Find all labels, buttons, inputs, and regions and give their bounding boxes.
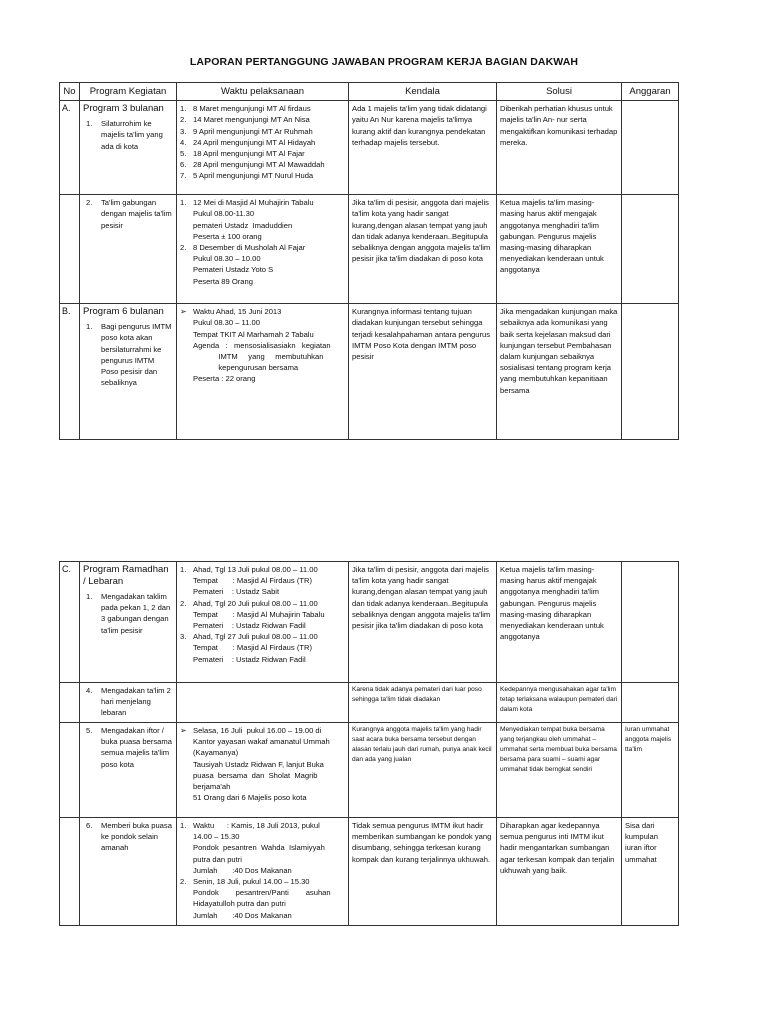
waktu-cell (177, 304, 349, 440)
row-number: B. (60, 304, 80, 440)
schedule-line: Pemateri : Ustadz Ridwan Fadil (193, 654, 306, 664)
item-number: 1. (180, 565, 187, 574)
schedule-line: Jumlah :40 Dos Makanan (193, 910, 292, 920)
anggaran-cell (622, 562, 679, 683)
schedule-line: Hidayatulloh putra dan putri (193, 899, 286, 909)
item-number: 3. (180, 126, 187, 136)
kendala-cell: Ada 1 majelis ta'lim yang tidak didatangi yaitu An Nur karena majelis ta'limya kurang aktif dan kurangnya pendekatan terhadap majelis tersebut. (349, 101, 497, 195)
schedule-line: kepengurusan bersama (193, 363, 299, 373)
waktu-cell (177, 723, 349, 818)
program-cell (80, 101, 177, 195)
item-number: 1. (180, 198, 187, 208)
anggaran-cell: Iuran ummahat anggota majelis tta'lim (622, 723, 679, 818)
schedule-line: Waktu Ahad, 15 Juni 2013 (193, 307, 282, 317)
table-row (60, 683, 679, 723)
section-title: Program 3 bulanan (83, 103, 164, 115)
item-number: 2. (180, 877, 187, 887)
schedule-line: Agenda : mensosialisasiakn kegiatan (193, 340, 331, 350)
schedule-line: Senin, 18 Juli, pukul 14.00 – 15.30 (193, 877, 310, 887)
schedule-line: Tempat TKIT Al Marhamah 2 Tabalu (193, 329, 314, 339)
kendala-cell: Kurangnya informasi tentang tujuan diadakan kunjungan tersebut sehingga terjadi kesalahpahaman antara pengurus IMTM Poso Kota dengan IMTM poso pesisir (349, 304, 497, 440)
table-row (60, 818, 679, 926)
schedule-line: putra dan putri (193, 854, 242, 864)
schedule-entry: 24 April mengunjungi MT Al Hidayah (193, 137, 316, 147)
header-solusi: Solusi (497, 83, 622, 101)
item-number: 2. (180, 598, 187, 608)
schedule-line: puasa bersama dan Sholat Magrib (193, 770, 318, 780)
waktu-cell (177, 195, 349, 304)
item-number: 6. (180, 160, 187, 170)
arrow-bullet-icon: ➢ (180, 307, 187, 317)
schedule-line: Tempat : Masjid Al Firdaus (TR) (193, 643, 312, 653)
anggaran-cell (622, 195, 679, 304)
program-cell (80, 195, 177, 304)
schedule-line: Kantor yayasan wakaf amanatul Ummah (193, 737, 330, 747)
item-number: 1. (180, 821, 187, 830)
table-row (60, 304, 679, 440)
waktu-cell (177, 562, 349, 683)
solusi-cell: Kedepannya mengusahakan agar ta'lim tetap terlaksana walaupun pemateri dari dalam kota (497, 683, 622, 723)
program-cell (80, 304, 177, 440)
schedule-line: 51 Orang dari 6 Majelis poso kota (193, 793, 307, 803)
item-number: 7. (180, 171, 187, 181)
schedule-line: Pukul 08.00-11.30 (193, 209, 255, 219)
table-row (60, 562, 679, 683)
row-number (60, 818, 80, 926)
table-header-row (60, 83, 679, 101)
program-name: Silaturrohim ke majelis ta'lim yang ada di kota (101, 119, 163, 151)
program-name: Mengadakan taklim pada pekan 1, 2 dan 3 gabungan dengan ta'lim pesisir (101, 592, 171, 635)
kendala-cell: Kurangnya anggota majelis ta'lim yang hadir saat acara buka bersama tersebut dengan alasan terlalu jauh dari rumah, punya anak kecil dan ada yang jualan (349, 723, 497, 818)
anggaran-cell: Sisa dari kumpulan iuran iftor ummahat (622, 818, 679, 926)
table-row (60, 195, 679, 304)
schedule-line: berjama'ah (193, 782, 231, 792)
header-waktu: Waktu pelaksanaan (177, 83, 349, 101)
schedule-line: Peserta ± 100 orang (193, 231, 262, 241)
item-number: 5. (180, 149, 187, 159)
program-cell (80, 683, 177, 723)
program-name: Mengadakan iftor / buka puasa bersama semua majelis ta'lim poso kota (101, 726, 172, 769)
item-number: 2. (180, 243, 187, 253)
solusi-cell: Diharapkan agar kedepannya semua pengurus inti IMTM ikut hadir mengantarkan sumbangan agar terkesan kompak dan terjalin ukhuwah yang baik. (497, 818, 622, 926)
solusi-cell: Jika mengadakan kunjungan maka sebaiknya ada komunikasi yang baik serta kejelasan maksud dari kunjungan tersebut Pembahasan dalam kunjungan sebaiknya sosialisasi tentang program kerja yang membutuhkan kepanitiaan bersama (497, 304, 622, 440)
schedule-line: IMTM yang membutuhkan (193, 352, 324, 362)
program-cell (80, 818, 177, 926)
kendala-cell: Jika ta'lim di pesisir, anggota dari majelis ta'lim kota yang hadir sangat kurang,dengan alasan tempat yang jauh dan tidak adanya kenderaan..Begitupula sebaliknya dengan anggota majelis ta'lim pesisir jika ta'lim diadakan di poso kota (349, 562, 497, 683)
schedule-line: Tempat : Masjid Al Firdaus (TR) (193, 576, 312, 586)
row-number (60, 723, 80, 818)
header-no: No (60, 83, 80, 101)
report-table-part-1 (59, 82, 679, 440)
schedule-entry: 9 April mengunjungi MT Ar Ruhmah (193, 126, 313, 136)
anggaran-cell (622, 304, 679, 440)
row-number: C. (60, 562, 80, 683)
row-number: A. (60, 101, 80, 195)
schedule-line: Waktu : Kamis, 18 Juli 2013, pukul (193, 821, 320, 830)
kendala-cell: Karena tidak adanya pemateri dari luar poso sehingga ta'lim tidak diadakan (349, 683, 497, 723)
program-name: Memberi buka puasa ke pondok selain amanah (101, 821, 172, 853)
program-cell (80, 562, 177, 683)
table-row (60, 723, 679, 818)
header-program: Program Kegiatan (80, 83, 177, 101)
schedule-line: Tausiyah Ustadz Ridwan F, lanjut Buka (193, 759, 324, 769)
report-table-part-2 (59, 561, 679, 926)
program-name: Mengadakan ta'lim 2 hari menjelang lebaran (101, 686, 171, 718)
program-name: Ta'lim gabungan dengan majelis ta'lim pesisir (101, 198, 172, 230)
item-number: 3. (180, 632, 187, 642)
schedule-line: Selasa, 16 Juli pukul 16.00 – 19.00 di (193, 726, 322, 735)
solusi-cell: Ketua majelis ta'lim masing-masing harus aktif mengajak anggotanya menghadiri ta'lim gabungan. Pengurus majelis masing-masing diharapkan menyediakan kenderaan untuk anggotanya (497, 562, 622, 683)
item-number: 5. (86, 726, 93, 735)
schedule-entry: 14 Maret mengunjungi MT An Nisa (193, 115, 310, 125)
schedule-entry: 18 April mengunjungi MT Al Fajar (193, 149, 305, 159)
row-number (60, 683, 80, 723)
schedule-line: Ahad, Tgl 27 Juli pukul 08.00 – 11.00 (193, 632, 318, 642)
schedule-line: pemateri Ustadz Imaduddien (193, 220, 293, 230)
schedule-line: Tempat : Masjid Al Muhajirin Tabalu (193, 609, 325, 619)
header-anggaran: Anggaran (622, 83, 679, 101)
schedule-line: Pemateri Ustadz Yoto S (193, 265, 274, 275)
program-name: Bagi pengurus IMTM poso kota akan bersilaturrahmi ke pengurus IMTM Poso pesisir dan sebaliknya (101, 322, 172, 388)
schedule-line: Ahad, Tgl 20 Juli pukul 08.00 – 11.00 (193, 598, 318, 608)
schedule-line: Pondok pesantren Wahda Islamiyyah (193, 843, 325, 853)
waktu-cell (177, 818, 349, 926)
schedule-line: 12 Mei di Masjid Al Muhajirin Tabalu (193, 198, 314, 208)
document-title: LAPORAN PERTANGGUNG JAWABAN PROGRAM KERJA BAGIAN DAKWAH (189, 56, 579, 68)
schedule-line: Pemateri : Ustadz Ridwan Fadil (193, 621, 306, 631)
header-kendala: Kendala (349, 83, 497, 101)
schedule-line: 8 Desember di Musholah Al Fajar (193, 243, 306, 253)
waktu-cell (177, 101, 349, 195)
kendala-cell: Jika ta'lim di pesisir, anggota dari majelis ta'lim kota yang hadir sangat kurang,dengan alasan tempat yang jauh dan tidak adanya kenderaan..Begitupula sebaliknya dengan anggota majelis ta'lim pesisir jika ta'lim diadakan di poso kota (349, 195, 497, 304)
item-number: 1. (86, 119, 93, 129)
row-number (60, 195, 80, 304)
arrow-bullet-icon: ➢ (180, 726, 187, 735)
item-number: 4. (180, 137, 187, 147)
anggaran-cell (622, 101, 679, 195)
section-title: Program Ramadhan / Lebaran (83, 564, 169, 587)
schedule-entry: 5 April mengunjungi MT Nurul Huda (193, 171, 314, 181)
schedule-line: Peserta 89 Orang (193, 276, 253, 286)
schedule-line: (Kayamanya) (193, 748, 239, 758)
schedule-line: Pemateri : Ustadz Sabit (193, 587, 280, 597)
schedule-line: Pukul 08.30 – 10.00 (193, 254, 261, 264)
table-row (60, 101, 679, 195)
schedule-line: Pondok pesantren/Panti asuhan (193, 888, 331, 898)
schedule-line: Jumlah :40 Dos Makanan (193, 865, 292, 875)
program-cell (80, 723, 177, 818)
item-number: 1. (180, 104, 187, 114)
schedule-line: Pukul 08.30 – 11.00 (193, 318, 260, 328)
section-title: Program 6 bulanan (83, 306, 164, 318)
anggaran-cell (622, 683, 679, 723)
schedule-entry: 28 April mengunjungi MT Al Mawaddah (193, 160, 325, 170)
item-number: 1. (86, 322, 93, 332)
schedule-line: Peserta : 22 orang (193, 374, 256, 384)
schedule-line: Ahad, Tgl 13 Juli pukul 08.00 – 11.00 (193, 565, 318, 574)
item-number: 1. (86, 592, 93, 601)
waktu-cell (177, 683, 349, 723)
schedule-entry: 8 Maret mengunjungi MT Al firdaus (193, 104, 311, 114)
item-number: 2. (180, 115, 187, 125)
item-number: 4. (86, 686, 93, 695)
item-number: 2. (86, 198, 93, 208)
schedule-line: 14.00 – 15.30 (193, 832, 240, 842)
kendala-cell: Tidak semua pengurus IMTM ikut hadir memberikan sumbangan ke pondok yang disumbang, sehingga terkesan kurang kompak dan kurang terjalinnya ukhuwah. (349, 818, 497, 926)
solusi-cell: Ketua majelis ta'lim masing-masing harus aktif mengajak anggotanya menghadiri ta'lim gabungan. Pengurus majelis masing-masing diharapkan menyediakan kenderaan untuk anggotanya (497, 195, 622, 304)
item-number: 6. (86, 821, 93, 830)
solusi-cell: Menyediakan tempat buka bersama yang terjangkau oleh ummahat – ummahat serta membuat buka bersama bersama para suami – suami agar ummahat tidak berngkat sendiri (497, 723, 622, 818)
solusi-cell: Diberikah perhatian khusus untuk majelis ta'lin An- nur serta mengaktifkan komunikasi terhadap mereka. (497, 101, 622, 195)
